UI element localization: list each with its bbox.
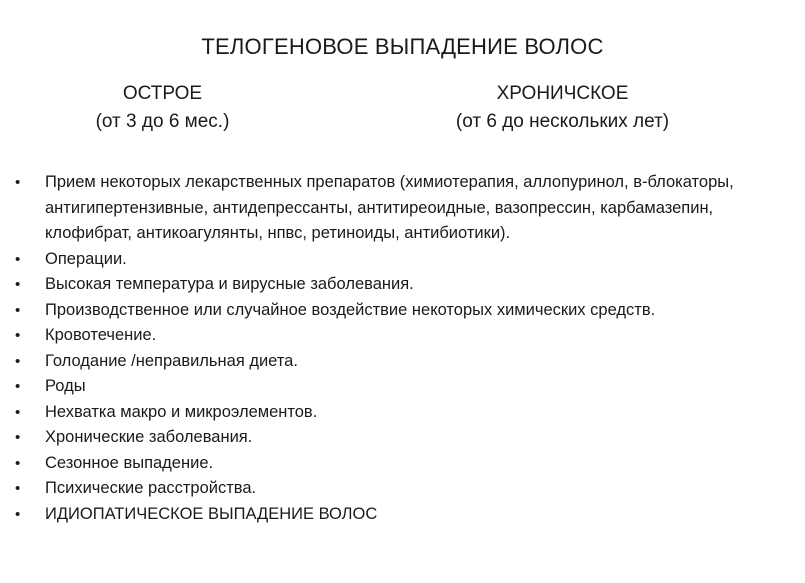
bullet-icon: • (15, 174, 21, 191)
chronic-label: ХРОНИЧСКОЕ (496, 83, 629, 104)
list-item-text: Высокая температура и вирусные заболевания. (45, 275, 414, 293)
list-item-text: Голодание /неправильная диета. (45, 351, 298, 370)
list-item-text: Операции. (45, 249, 127, 268)
list-item (12, 170, 772, 247)
chronic-duration: (от 6 до нескольких лет) (455, 111, 670, 132)
list-item-text: Кровотечение. (45, 326, 157, 344)
bullet-icon: • (15, 378, 21, 395)
acute-duration: (от 3 до 6 мес.) (95, 111, 230, 132)
slide-title: ТЕЛОГЕНОВОЕ ВЫПАДЕНИЕ ВОЛОС (201, 34, 604, 59)
list-item-text: Нехватка макро и микроэлементов. (45, 402, 318, 421)
bullet-icon: • (15, 403, 21, 421)
bullet-icon: • (15, 505, 21, 523)
list-item (12, 247, 772, 273)
acute-label: ОСТРОЕ (122, 83, 203, 104)
causes-list (12, 170, 772, 527)
bullet-icon: • (15, 352, 21, 370)
list-item-text: Производственное или случайное воздействие некоторых химических средств. (45, 300, 656, 319)
list-item (12, 476, 772, 502)
list-item (12, 349, 772, 375)
list-item (12, 298, 772, 324)
bullet-icon: • (15, 327, 21, 344)
list-item (12, 502, 772, 528)
list-item-text: Психические расстройства. (45, 479, 257, 497)
list-item (12, 374, 772, 400)
bullet-icon: • (15, 301, 21, 319)
bullet-icon: • (15, 276, 21, 293)
bullet-icon: • (15, 454, 21, 472)
chronic-column (420, 80, 705, 136)
acute-column (40, 80, 285, 136)
list-item (12, 400, 772, 426)
list-item (12, 323, 772, 349)
list-item (12, 425, 772, 451)
list-item-text: Сезонное выпадение. (45, 453, 214, 472)
bullet-icon: • (15, 429, 21, 446)
list-item-text: Прием некоторых лекарственных препаратов (химиотерапия, аллопуринол, в-блокаторы, антигипертензивные, антидепрессанты, антитиреоидные, вазопрессин, карбамазепин, клофибрат, антикоагулянты, нпвс, ретиноиды, антибиотики). (45, 173, 734, 242)
bullet-icon: • (15, 480, 21, 497)
list-item (12, 451, 772, 477)
list-item-text: Роды (45, 377, 86, 395)
list-item (12, 272, 772, 298)
bullet-icon: • (15, 250, 21, 268)
list-item-text: Хронические заболевания. (45, 428, 253, 446)
list-item-text: ИДИОПАТИЧЕСКОЕ ВЫПАДЕНИЕ ВОЛОС (45, 504, 378, 523)
